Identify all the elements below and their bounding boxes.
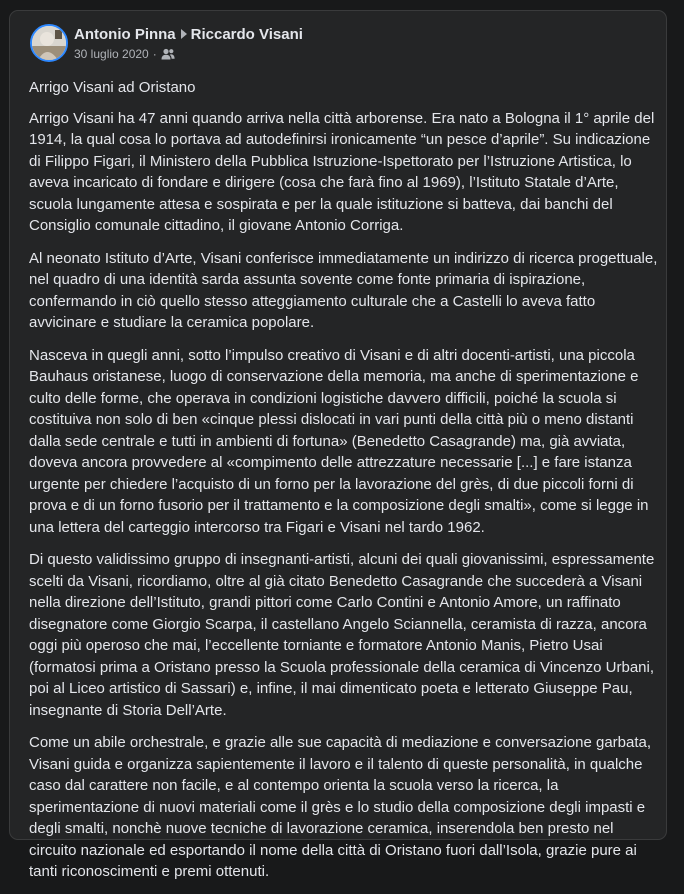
post-meta [74,47,175,61]
post-body [29,77,659,894]
post-paragraph: Arrigo Visani ha 47 anni quando arriva nella città arborense. Era nato a Bologna il 1° aprile del 1914, la qual cosa lo portava ad autodefinirsi ironicamente “un pesce d’aprile”. Su indicazione di Filippo Figari, il Ministero della Pubblica Istruzione-Ispettorato per l’Istruzione Artistica, lo aveva incaricato di fondare e dirigere (cosa che farà fino al 1969), l’Istituto Statale d’Arte, scuola lungamente attesa e sospirata e per la quale istituzione si batteva, dai banchi del Consiglio comunale cittadino, il giovane Antonio Corriga. [29,109,655,234]
avatar-photo-icon [32,26,66,60]
post-title: Arrigo Visani ad Oristano [29,79,196,96]
post-card [9,10,667,880]
triangle-right-icon [180,28,188,40]
author-avatar[interactable] [30,24,68,62]
meta-separator: · [152,47,157,61]
post-paragraph: Nasceva in quegli anni, sotto l’impulso creativo di Visani e di altri docenti-artisti, una piccola Bauhaus oristanese, luogo di conservazione della memoria, ma anche di sperimentazione e culto delle forme, che operava in condizioni logistiche davvero difficili, poiché la scuola si costituiva non solo di ben «cinque plessi dislocati in vari punti della città più o meno distanti dalla sede centrale e tutti in ambienti di fortuna» (Benedetto Casagrande) ma, già avviata, doveva ancora provvedere al «compimento delle attrezzature necessarie [...] e fare istanza urgente per chiedere l’acquisto di un forno per la lavorazione del grès, di due piccoli forni di prova e di un forno fusorio per il trattamento e la composizione degli smalti», come si legge in una lettera del carteggio intercorso tra Figari e Visani nel tardo 1962. [29,346,649,536]
recipient-name[interactable]: Riccardo Visani [190,26,303,43]
author-name[interactable]: Antonio Pinna [74,26,176,43]
post-header [30,23,650,65]
post-paragraph: Al neonato Istituto d’Arte, Visani conferisce immediatamente un indirizzo di ricerca progettuale, nel quadro di una identità sarda assunta sovente come fonte primaria di ispirazione, confermando in ciò quello stesso atteggiamento culturale che a Castelli lo aveva fatto avvicinare e studiare la ceramica popolare. [29,249,658,331]
post-paragraph: Di questo validissimo gruppo di insegnanti-artisti, alcuni dei quali giovanissimi, espressamente scelti da Visani, ricordiamo, oltre al già citato Benedetto Casagrande che succederà a Visani nella direzione dell’Istituto, grandi pittori come Carlo Contini e Antonio Amore, un raffinato disegnatore come Giorgio Scarpa, il castellano Angelo Sciannella, ceramista di razza, ancora oggi più operoso che mai, l’eccellente torniante e formatore Antonio Manis, Pietro Usai (formatosi prima a Oristano presso la Scuola professionale della ceramica di Vincenzo Urbani, poi al Liceo artistico di Sassari) e, infine, il mai dimenticato poeta e letterato Giuseppe Pau, insegnante di Storia Dell’Arte. [29,551,655,719]
post-paragraph: Come un abile orchestrale, e grazie alle sue capacità di mediazione e conversazione garbata, Visani guida e organizza sapientemente il lavoro e il talento di queste personalità, in qualche caso dal carattere non facile, e al contempo orienta la scuola verso la ricerca, la sperimentazione di nuovi materiali come il grès e lo studio della composizione degli impasti e degli smalti, nonchè nuove tecniche di lavorazione ceramica, inserendola ben presto nel circuito nazionale ed esportando il nome della città di Oristano fuori dall’Isola, grazie pure ai tanti riconoscimenti e premi ottenuti. [29,734,652,880]
friends-icon[interactable] [161,48,175,60]
post-names [74,26,303,44]
post-date[interactable]: 30 luglio 2020 [74,47,149,61]
